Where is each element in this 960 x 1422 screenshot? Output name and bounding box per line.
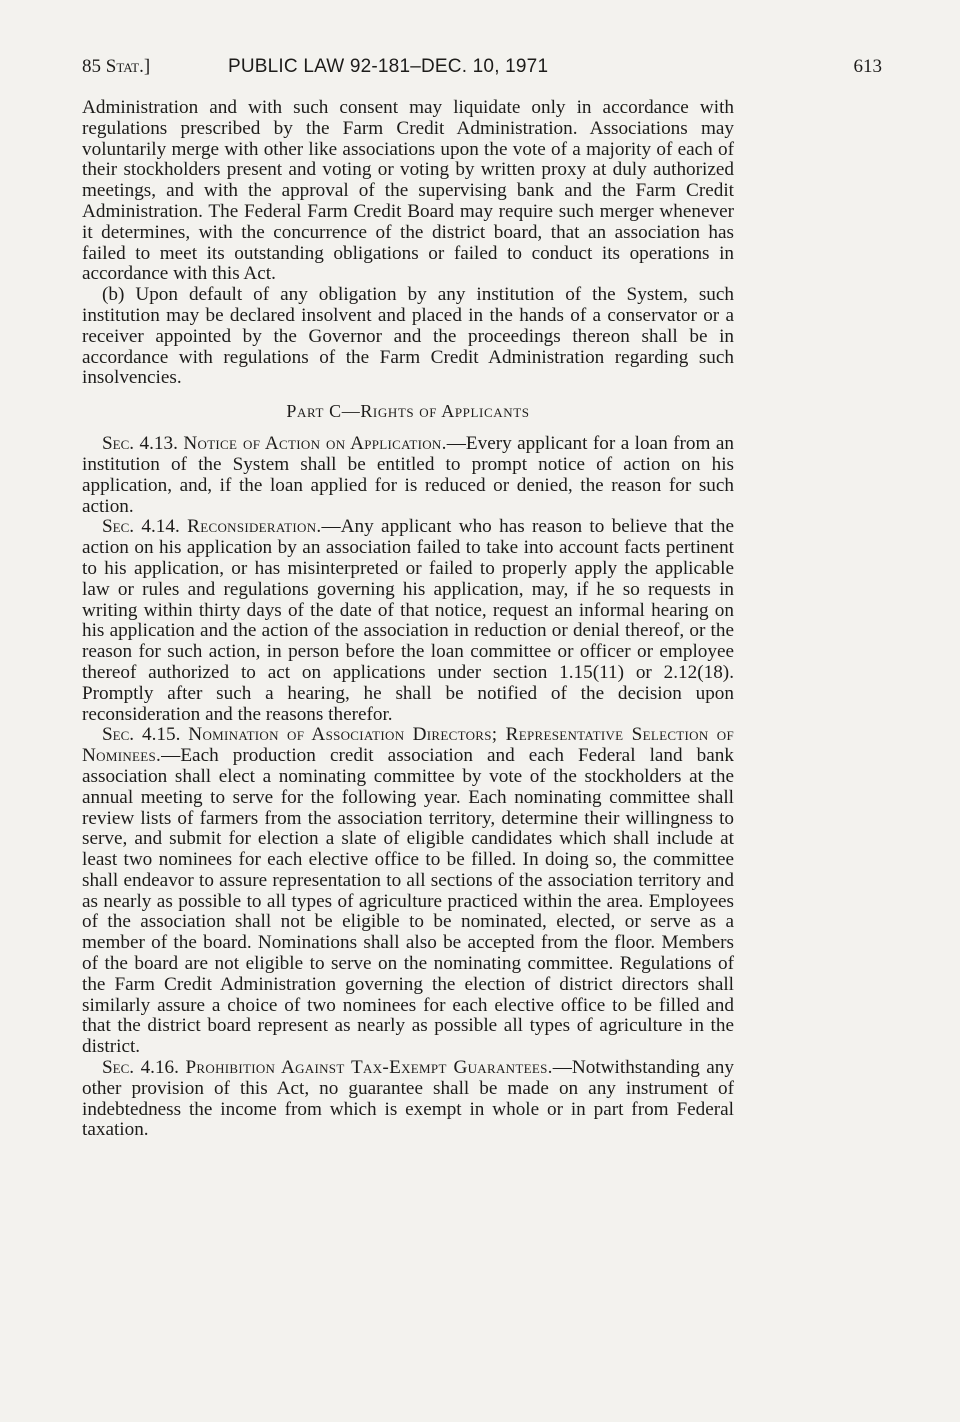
section-text: —Each production credit association and each Federal land bank association shall elect a nominating committee by vote of the stockholders at the annual meeting to serve for the following year. Each nominating committee shall review lists of farmers from the association territory, determine their willingness to serve, and submit for election a slate of eligible candidates which shall include at least two nominees for each elective office to be filled. In doing so, the committee shall endeavor to assure representation to all sections of the association territory and as nearly as possible to all types of agriculture practiced within the area. Employees of the association shall not be eligible to be nominated, elected, or serve as a member of the board. Nominations shall also be accepted from the floor. Members of the board are not eligible to serve on the nominating committee. Regulations of the Farm Credit Administration governing the election of district directors shall similarly assure a choice of two nominees for each elective office to be filled and that the district board represent as nearly as possible all types of agriculture in the district.: [82, 745, 734, 1058]
header-bracket: ]: [143, 56, 151, 77]
statute-body: [82, 98, 734, 1141]
section-number: Sec. 4.14.: [102, 516, 180, 538]
volume-number: 85: [82, 56, 101, 77]
part-heading: Part C—Rights of Applicants: [286, 401, 530, 422]
stat-label: Stat.: [105, 56, 144, 77]
section-text: —Notwithstanding any other provision of this Act, no guarantee shall be made on any instrument of indebtedness the income from which is exempt in whole or in part from Federal taxation.: [82, 1057, 734, 1141]
section-text: —Every applicant for a loan from an institution of the System shall be entitled to prompt notice of action on his application, and, if the loan applied for is reduced or denied, the reason for such action.: [82, 433, 734, 517]
section-title: Nomination of Association Directors; Representative Selection of Nominees.: [82, 724, 734, 767]
statute-citation: [82, 56, 150, 78]
page-number: 613: [853, 56, 882, 77]
section-number: Sec. 4.16.: [102, 1057, 179, 1079]
section-title: Prohibition Against Tax-Exempt Guarantees.: [185, 1057, 553, 1079]
running-header: [82, 56, 882, 80]
section-4-13: [82, 434, 734, 517]
section-4-14: [82, 517, 734, 725]
section-number: Sec. 4.15.: [102, 724, 181, 746]
law-title: PUBLIC LAW 92-181–DEC. 10, 1971: [228, 56, 549, 77]
section-title: Notice of Action on Application.: [183, 433, 447, 455]
section-text: —Any applicant who has reason to believe that the action on his application by an association failed to take into account facts pertinent to his application, or has misinterpreted or failed to properly apply the applicable law or rules and regulations governing his application, may, if he so requests in writing within thirty days of the date of that notice, request an informal hearing on his application and the action of the association in reduction or denial thereof, or the reason for such action, in person before the loan committee or officer or employee thereof authorized to act on applications under section 1.15(11) or 2.12(18). Promptly after such a hearing, he shall be notified of the decision upon reconsideration and the reasons therefor.: [82, 516, 734, 725]
section-number: Sec. 4.13.: [102, 433, 178, 455]
section-4-15: [82, 725, 734, 1058]
section-4-16: [82, 1058, 734, 1141]
paragraph-b: (b) Upon default of any obligation by any institution of the System, such institution may be declared insolvent and placed in the hands of a conservator or a receiver appointed by the Governor and the proceedings thereon shall be in accordance with regulations of the Farm Credit Administration regarding such insolvencies.: [82, 284, 734, 389]
section-title: Reconsideration.: [187, 516, 322, 538]
continuation-paragraph: Administration and with such consent may liquidate only in accordance with regulations prescribed by the Farm Credit Administration. Associations may voluntarily merge with other like associations upon the vote of a majority of each of their stockholders present and voting or voting by written proxy at duly authorized meetings, and with the approval of the supervising bank and the Farm Credit Administration. The Federal Farm Credit Board may require such merger whenever it determines, with the concurrence of the district board, that an association has failed to meet its outstanding obligations or failed to conduct its operations in accordance with this Act.: [82, 97, 734, 285]
